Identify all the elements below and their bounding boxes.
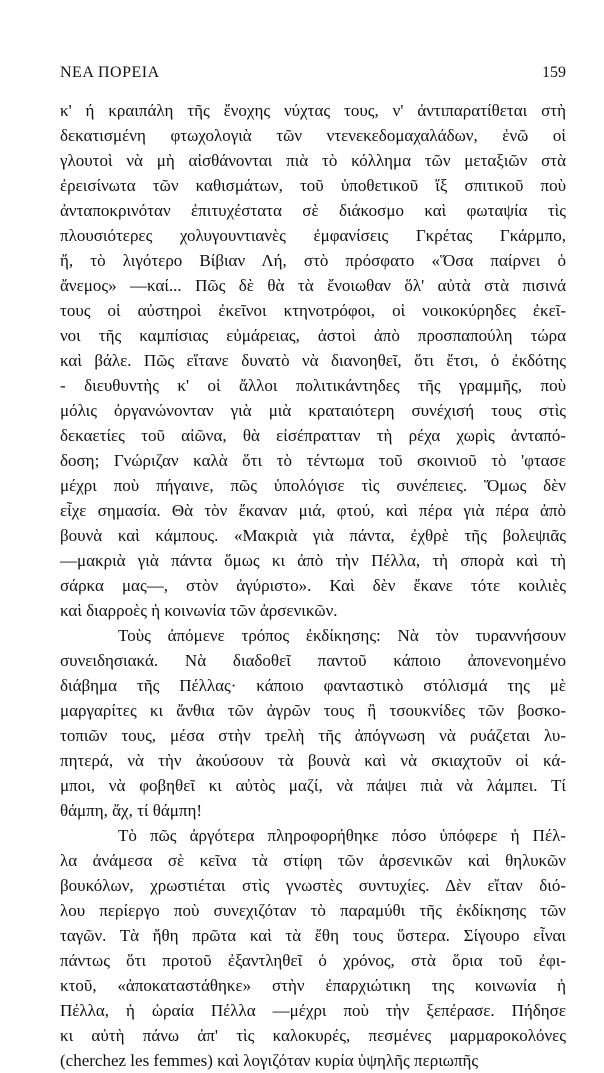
text-line: ἄνεμος» —καί... Πῶς δὲ θὰ τὰ ἔνοιωθαν ὅλ' αὐτὰ στὰ πισινά: [60, 276, 566, 295]
paragraph: [60, 623, 566, 823]
text-line: πλουσιότερες χολυγουντιανὲς ἐμφανίσεις Γκρέτας Γκάρμπο,: [60, 226, 566, 245]
text-line: τοπιῶν τους, μέσα στὴν τρελὴ τῆς ἀπόγνωση νὰ ρυάζεται λυ-: [60, 726, 566, 745]
text-line: κι αὐτὴ πάνω ἀπ' τὶς καλοκυρές, πεσμένες μαρμαροκολόνες: [60, 1026, 566, 1045]
text-line: πητερά, νὰ τὴν ἀκούσουν τὰ βουνὰ καὶ νὰ σκιαχτοῦν οἱ κά-: [60, 751, 566, 770]
text-line: δοση; Γνώριζαν καλὰ ὅτι τὸ τέντωμα τοῦ σκοινιοῦ τὸ 'φτασε: [60, 451, 566, 470]
text-line: θάμπη, ἄχ, τί θάμπη!: [60, 801, 203, 820]
text-line: καὶ βάλε. Πῶς εἴτανε δυνατὸ νὰ διανοηθεῖ, ὅτι ἔτσι, ὁ ἐκδότης: [60, 351, 566, 370]
text-line: Τοὺς ἀπόμενε τρόπος ἐκδίκησης: Νὰ τὸν τυραννήσουν: [118, 626, 566, 645]
body-text: [60, 98, 566, 1073]
text-line: μόλις ὀργανώνονταν γιὰ μιὰ κραταιότερη συνέχισή τους στὶς: [60, 401, 566, 420]
text-line: πάντως ὅτι προτοῦ ἐξαντληθεῖ ὁ χρόνος, στὰ ὅρια τοῦ ἐφι-: [60, 951, 566, 970]
text-line: ἐρεισίνωτα τῶν καθισμάτων, τοῦ ὑποθετικοῦ ἴξ σπιτικοῦ ποὺ: [60, 176, 566, 195]
text-line: τους οἱ αὐστηροὶ ἐκεῖνοι κτηνοτρόφοι, οἱ νοικοκύρηδες ἐκεῖ-: [60, 301, 566, 320]
text-line: λου περίεργο ποὺ συνεχιζόταν τὸ παραμύθι τῆς ἐκδίκησης τῶν: [60, 901, 566, 920]
text-line: ἤ, τὸ λιγότερο Βίβιαν Λή, στὸ πρόσφατο «Ὅσα παίρνει ὁ: [60, 251, 566, 270]
text-line: βουκόλων, χρωστιέται στὶς γνωστὲς συντυχίες. Δὲν εἴταν διό-: [60, 876, 566, 895]
text-line: μέχρι ποὺ πήγαινε, πῶς ὑπολόγισε τὶς συνέπειες. Ὅμως δὲν: [60, 476, 566, 495]
text-line: δεκαετίες τοῦ αἰῶνα, θὰ εἰσέπρατταν τὴ ρέχα χωρὶς ἀνταπό-: [60, 426, 566, 445]
text-line: διάβημα τῆς Πέλλας· κάποιο φανταστικὸ στόλισμά της μὲ: [60, 676, 566, 695]
text-line: καὶ διαρροὲς ἡ κοινωνία τῶν ἀρσενικῶν.: [60, 601, 338, 620]
text-line: κτοῦ, «ἀποκαταστάθηκε» στὴν ἐπαρχιώτικη της κοινωνία ἡ: [60, 976, 566, 995]
text-line: σάρκα μας—, στὸν ἀγύριστο». Καὶ δὲν ἔκανε τότε κοιλιὲς: [60, 576, 566, 595]
text-line: εἶχε σημασία. Θὰ τὸν ἔκαναν μιά, φτού, καὶ πέρα γιὰ πέρα ἀπὸ: [60, 501, 566, 520]
text-line: - διευθυντὴς κ' οἱ ἄλλοι πολιτικάντηδες τῆς γραμμῆς, ποὺ: [60, 376, 566, 395]
text-line: ἀνταποκρινόταν ἐπιτυχέστατα σὲ διάκοσμο καὶ φωταψία τὶς: [60, 201, 566, 220]
text-line: γλουτοὶ νὰ μὴ αἰσθάνονται πιὰ τὸ κόλλημα τῶν μεταξιῶν στὰ: [60, 151, 566, 170]
text-line: Τὸ πῶς ἀργότερα πληροφορήθηκε πόσο ὑπόφερε ἡ Πέλ-: [118, 826, 566, 845]
text-line: —μακριὰ γιὰ πάντα ὅμως κι ἀπὸ τὴν Πέλλα, τὴ σπορὰ καὶ τὴ: [60, 551, 566, 570]
page-header: [60, 64, 566, 88]
paragraph: [60, 98, 566, 623]
page-number: 159: [542, 64, 566, 81]
text-line: μαργαρίτες κι ἄνθια τῶν ἀγρῶν τους ἢ τσουκνίδες τῶν βοσκο-: [60, 701, 566, 720]
text-line: Πέλλα, ἡ ὡραία Πέλλα —μέχρι ποὺ τὴν ξεπέρασε. Πήδησε: [60, 1001, 566, 1020]
text-line: κ' ή κραιπάλη τῆς ἔνοχης νύχτας τους, ν' ἀντιπαρατίθεται στὴ: [60, 101, 566, 120]
text-line: δεκατισμένη φτωχολογιὰ τῶν ντενεκεδομαχαλάδων, ἐνῶ οἱ: [60, 126, 566, 145]
text-line: ταγῶν. Τὰ ἤθη πρῶτα καὶ τὰ ἔθη τους ὕστερα. Σίγουρο εἶναι: [60, 926, 566, 945]
text-line: συνειδησιακά. Νὰ διαδοθεῖ παντοῦ κάποιο ἀπονενοημένο: [60, 651, 566, 670]
text-line: (cherchez les femmes) καὶ λογιζόταν κυρία ὑψηλῆς περιωπῆς: [60, 1051, 479, 1070]
text-line: νοι τῆς καμπίσιας εὐμάρειας, ἀστοὶ ἀπὸ προσπαπούλη τώρα: [60, 326, 566, 345]
text-line: λα ἀνάμεσα σὲ κεῖνα τὰ στίφη τῶν ἀρσενικῶν καὶ θηλυκῶν: [60, 851, 566, 870]
running-head: ΝΕΑ ΠΟΡΕΙΑ: [60, 64, 160, 81]
paragraph: [60, 823, 566, 1073]
text-line: βουνὰ καὶ κάμπους. «Μακριὰ γιὰ πάντα, ἐχθρὲ τῆς βολεψιᾶς: [60, 526, 566, 545]
text-line: μποι, νὰ φοβηθεῖ κι αὐτὸς μαζί, νὰ πάψει πιὰ νὰ λάμπει. Τί: [60, 776, 566, 795]
